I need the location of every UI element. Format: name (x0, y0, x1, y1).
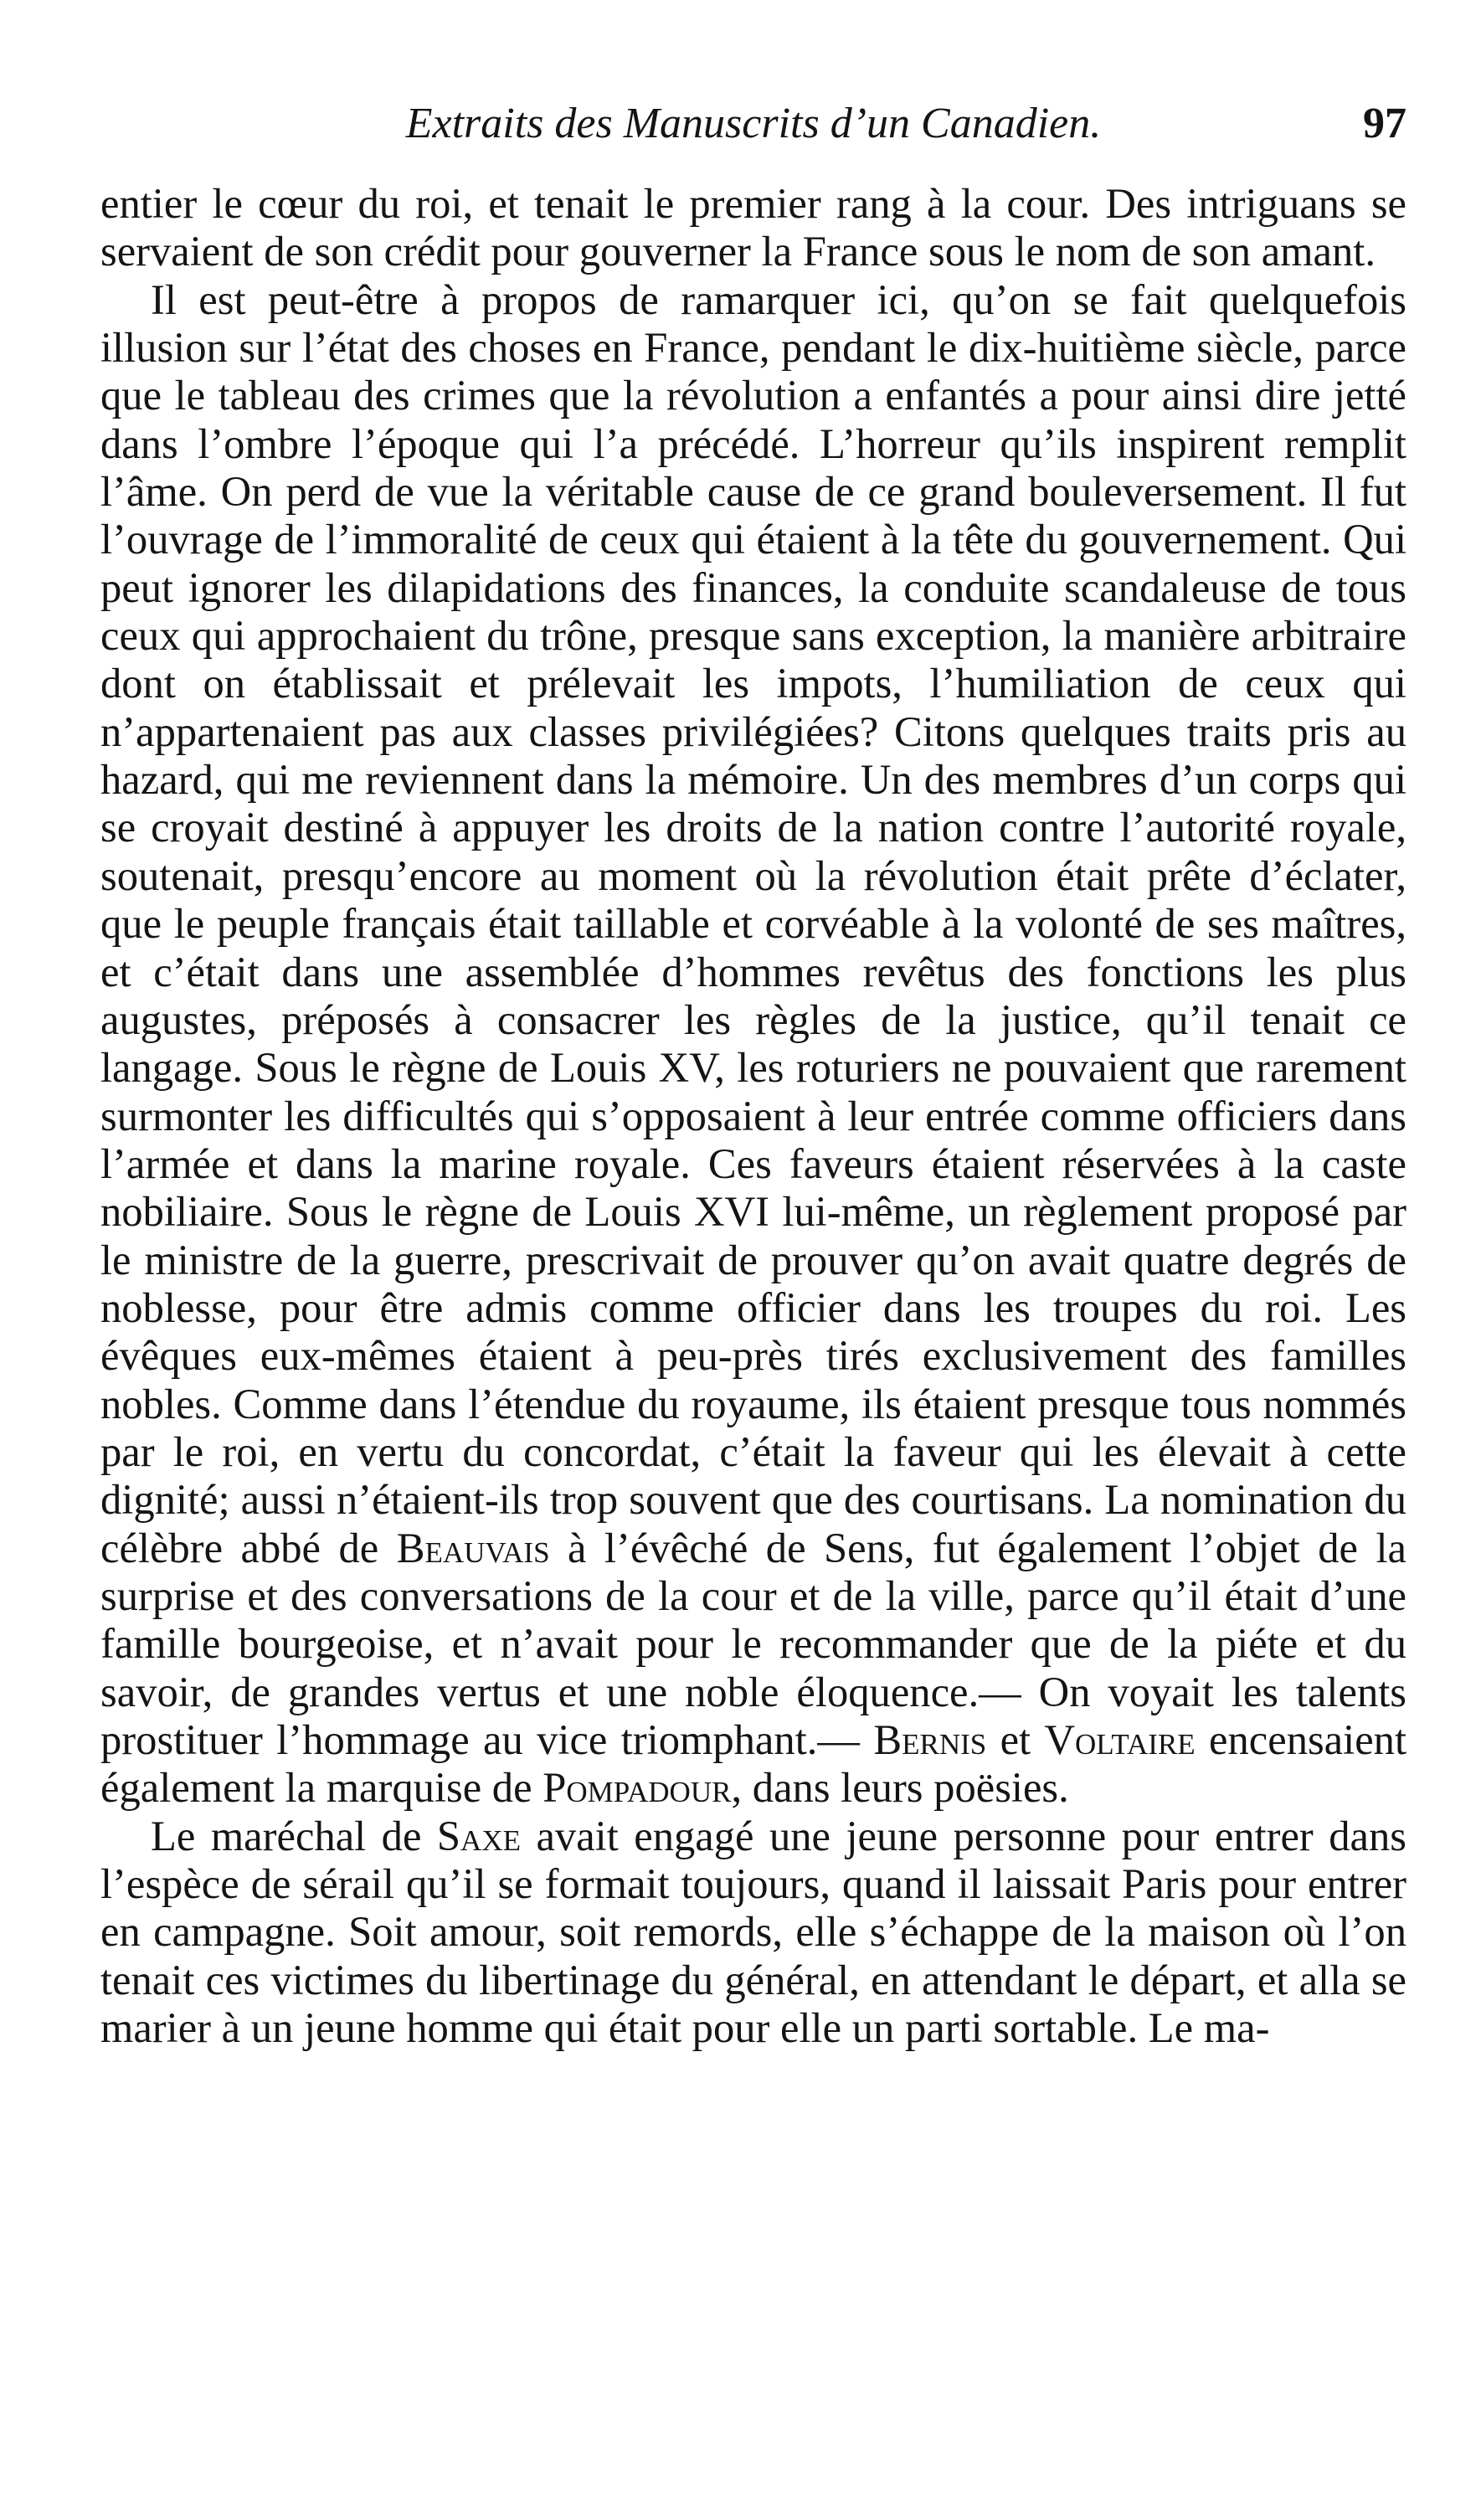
page-number: 97 (1363, 100, 1406, 147)
paragraph-text: encensaient également la marquise de (100, 1716, 1407, 1812)
paragraph-text: à l’évêché de Sens, fut également l’objet de la surprise et des conversations de la cour et de la ville, parce qu’il était d’une famille bourgeoise, et n’avait pour le recommander que de (100, 1524, 1406, 1668)
name-beauvais: Beauvais (396, 1524, 550, 1571)
name-bernis: Bernis (873, 1716, 987, 1763)
paragraph-text: Le maréchal de (151, 1812, 422, 1859)
paragraph-saxe (100, 1813, 1406, 2053)
paragraph-text: la piéte et du savoir, de grandes vertus et une noble éloquence.— On voyait les talents prostituer l’hommage au vice triomphant.— (100, 1620, 1406, 1763)
paragraph-illusion (100, 276, 1406, 1813)
paragraph-text: avait engagé une jeune personne pour entrer dans l’espèce de sérail qu’il se formait toujours, quand il laissait Paris pour entrer en campagne. Soit amour, soit remords, elle s’échappe de la maison où l’on tenait ces victimes du libertinage du général, en attendant le départ, et alla se marier à un jeune homme qui était pour elle un parti sortable. Le ma- (100, 1812, 1406, 2052)
paragraph-text: , dans leurs poësies. (731, 1764, 1069, 1812)
name-voltaire: Voltaire (1044, 1716, 1196, 1763)
name-saxe: Saxe (436, 1812, 521, 1859)
page-header (100, 90, 1406, 157)
name-pompadour: Pompadour (543, 1764, 732, 1812)
paragraph-text: Il est peut-être à propos de ramarquer ici, qu’on se fait quelquefois illusion sur l’état des choses en France, pendant le dix-huitième siècle, parce que le tableau des crimes que la révolution a enfantés a pour ainsi dire jetté dans l’ombre l’époque qui l’a précédé. L’horreur qu’ils inspirent remplit l’âme. On perd de vue la véritable cause de ce grand bouleversement. Il fut l’ouvrage de l’immoralité de ceux qui étaient à la tête du gouvernement. Qui peut ignorer les dilapidations des finances, la conduite scandaleuse de tous ceux qui approchaient du trône, presque sans exception, la manière arbitraire dont on établissait et prélevait les impots, l’humiliation de ceux qui n’appartenaient pas aux classes privilégiées? Citons quelques traits pris au hazard, qui me reviennent dans la mémoire. Un des membres d’un corps qui se croyait destiné à appuyer les droits de la nation contre l’autorité royale, soutenait, presqu’encore au moment où la révolution était prête d’éclater, que le peuple français était taillable et corvéable à la volonté de ses maîtres, et c’était dans une assemblée d’hommes revêtus des fonctions les plus augustes, préposés à consacrer les règles de la justice, qu’il tenait ce langage. Sous le règne de Louis XV, les roturiers ne pouvaient que rarement surmonter les difficultés qui s’opposaient à leur entrée comme officiers dans l’armée et dans la marine royale. Ces faveurs étaient réservées à la caste nobiliaire. Sous le règne de Louis XVI lui-même, un règlement proposé par le ministre de la guerre, prescrivait de prouver qu’on avait quatre degrés de noblesse, pour être admis comme officier dans les troupes du roi. Les évêques eux-mêmes étaient à peu-près tirés exclusivement des familles nobles. Comme dans l’étendue du royaume, ils étaient presque tous nommés par le roi, en vertu du concordat, c’était la faveur qui les élevait à cette dignité; aussi n’étaient-ils trop souvent que des courtisans. La nomination du célèbre abbé de (100, 275, 1406, 1571)
body-text (100, 180, 1406, 2052)
paragraph-continuation: entier le cœur du roi, et tenait le premier rang à la cour. Des intriguans se servaient de son crédit pour gouverner la France sous le nom de son amant. (100, 180, 1406, 275)
running-title: Extraits des Manuscrits d’un Canadien. (405, 100, 1102, 147)
word-et: et (986, 1716, 1045, 1763)
